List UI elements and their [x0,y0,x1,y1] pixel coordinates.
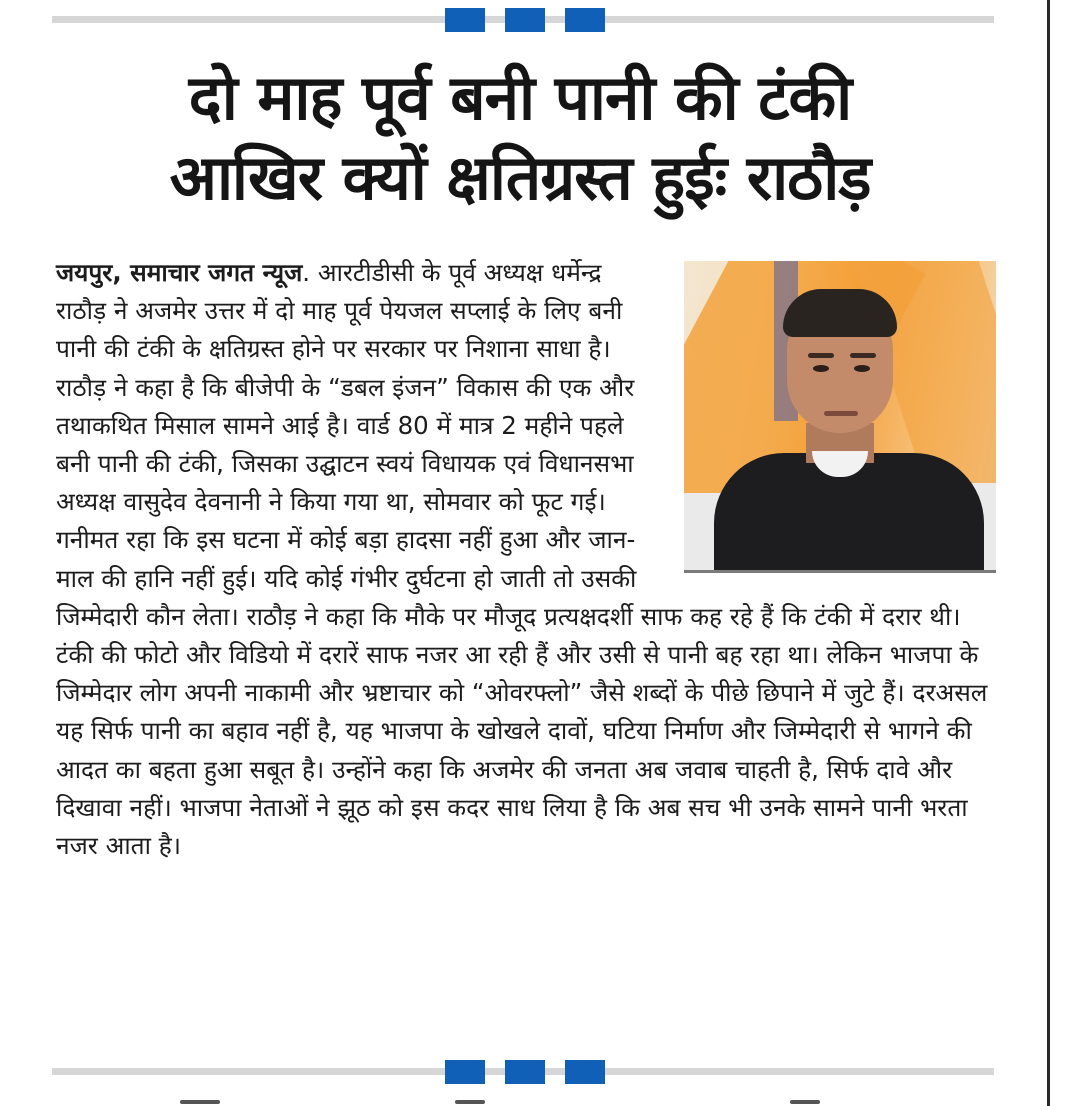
eye [854,365,870,372]
eyebrow [850,353,876,358]
accent-square [505,1060,545,1084]
next-article-cutoff [0,1098,1050,1106]
eyebrow [808,353,834,358]
article-body [56,254,996,1054]
page-edge [1047,0,1050,1106]
hair [783,289,897,337]
top-accent-squares [445,8,605,32]
dateline: जयपुर, समाचार जगत न्यूज [56,258,303,287]
headline [40,58,1000,218]
accent-square [445,1060,485,1084]
article-text: . आरटीडीसी के पूर्व अध्यक्ष धर्मेन्द्र राठौड़ ने अजमेर उत्तर में दो माह पूर्व पेयजल सप्लाई के लिए बनी पानी की टंकी के क्षतिग्रस्त होने पर सरकार पर निशाना साधा है। राठौड़ ने कहा है कि बीजेपी के “डबल इंजन” विकास की एक और तथाकथित मिसाल सामने आई है। वार्ड 80 में मात्र 2 महीने पहले बनी पानी की टंकी, जिसका उद्घाटन स्वयं विधायक एवं विधानसभा अध्यक्ष वासुदेव देवनानी ने किया गया था, सोमवार को फूट गई। गनीमत रहा कि इस घटना में कोई बड़ा हादसा नहीं हुआ और जान-माल की हानि नहीं हुई। यदि कोई गंभीर दुर्घटना हो जाती तो उसकी जिम्मेदारी कौन लेता। राठौड़ ने कहा कि मौके पर मौजूद प्रत्यक्षदर्शी साफ कह रहे हैं कि टंकी में दरार थी। टंकी की फोटो और विडियो में दरारें साफ नजर आ रही हैं और उसी से पानी बह रहा था। लेकिन भाजपा के जिम्मेदार लोग अपनी नाकामी और भ्रष्टाचार को “ओवरफ्लो” जैसे शब्दों के पीछे छिपाने में जुटे हैं। दरअसल यह सिर्फ पानी का बहाव नहीं है, यह भाजपा के खोखले दावों, घटिया निर्माण और जिम्मेदारी से भागने की आदत का बहता हुआ सबूत है। उन्होंने कहा कि अजमेर की जनता अब जवाब चाहती है, सिर्फ दावे और दिखावा नहीं। भाजपा नेताओं ने झूठ को इस कदर साध लिया है कि अब सच भी उनके सामने पानी भरता नजर आता है। [56,258,988,861]
portrait-photo [684,261,996,573]
accent-square [505,8,545,32]
mouth [824,411,858,416]
accent-square [445,8,485,32]
headline-line-2: आखिर क्यों क्षतिग्रस्त हुईः राठौड़ [169,141,871,214]
accent-square [565,8,605,32]
accent-square [565,1060,605,1084]
headline-line-1: दो माह पूर्व बनी पानी की टंकी [188,61,852,134]
eye [813,365,829,372]
bottom-accent-squares [445,1060,605,1084]
photo-border [684,570,996,573]
